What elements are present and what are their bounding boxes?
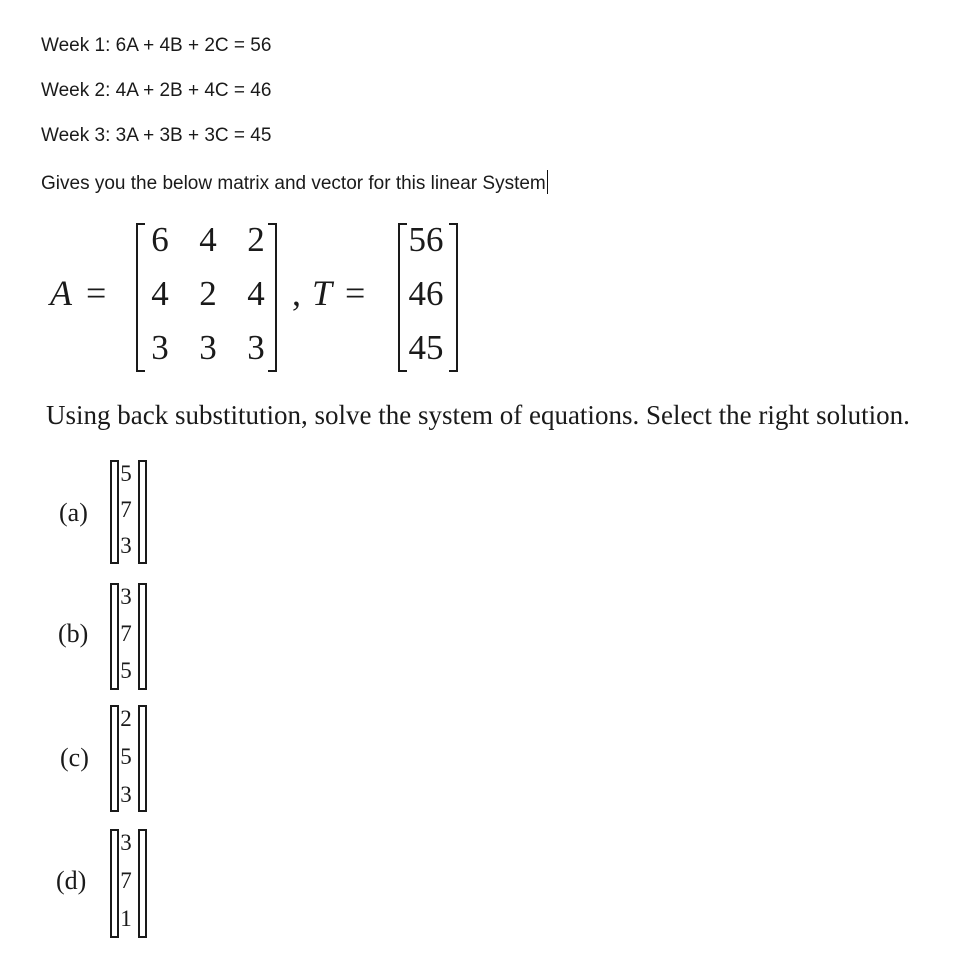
vector-t-cell: 56 <box>408 220 444 259</box>
option-value: 3 <box>120 830 132 855</box>
option-value: 1 <box>120 906 132 931</box>
option-right-bracket <box>138 705 147 812</box>
matrix-a-cell: 4 <box>199 220 217 259</box>
matrix-a-cell: 4 <box>247 274 265 313</box>
option-right-bracket <box>138 829 147 938</box>
option-label: (d) <box>56 866 87 895</box>
option-value: 5 <box>120 658 132 683</box>
option-value: 3 <box>120 584 132 609</box>
matrix-a-cell: 6 <box>151 220 169 259</box>
matrix-a-cell: 3 <box>151 328 169 367</box>
matrix-a-cell: 2 <box>199 274 217 313</box>
option-value: 5 <box>120 744 132 769</box>
vector-t-label: T <box>312 273 333 313</box>
matrix-a-cell: 4 <box>151 274 169 313</box>
option-value: 3 <box>120 533 132 558</box>
option-value: 7 <box>120 621 132 646</box>
matrix-a-cell: 3 <box>247 328 265 367</box>
option-label: (a) <box>59 498 88 527</box>
matrix-a-label: A <box>50 273 72 313</box>
text-cursor <box>547 170 549 194</box>
vector-t-cell: 45 <box>408 328 444 367</box>
question-text: Using back substitution, solve the system of equations. Select the right solution. <box>46 400 910 430</box>
option-right-bracket <box>138 583 147 690</box>
equation-week-1: Week 1: 6A + 4B + 2C = 56 <box>41 35 272 56</box>
matrix-a-cell: 2 <box>247 220 265 259</box>
equation-week-2: Week 2: 4A + 2B + 4C = 46 <box>41 80 272 101</box>
option-value: 3 <box>120 782 132 807</box>
intro-text: Gives you the below matrix and vector for this linear System <box>41 173 546 194</box>
matrix-a-cell: 3 <box>199 328 217 367</box>
option-label: (c) <box>60 743 89 772</box>
option-value: 5 <box>120 461 132 486</box>
vector-t-cell: 46 <box>408 274 444 313</box>
equals-sign-a: = <box>86 273 107 313</box>
comma: , <box>292 273 301 313</box>
equals-sign-t: = <box>345 273 366 313</box>
vector-t-right-bracket <box>449 223 458 372</box>
option-right-bracket <box>138 460 147 564</box>
option-label: (b) <box>58 619 89 648</box>
option-value: 2 <box>120 706 132 731</box>
equation-week-3: Week 3: 3A + 3B + 3C = 45 <box>41 125 272 146</box>
intro-line[interactable] <box>41 170 548 195</box>
option-value: 7 <box>120 497 132 522</box>
option-value: 7 <box>120 868 132 893</box>
